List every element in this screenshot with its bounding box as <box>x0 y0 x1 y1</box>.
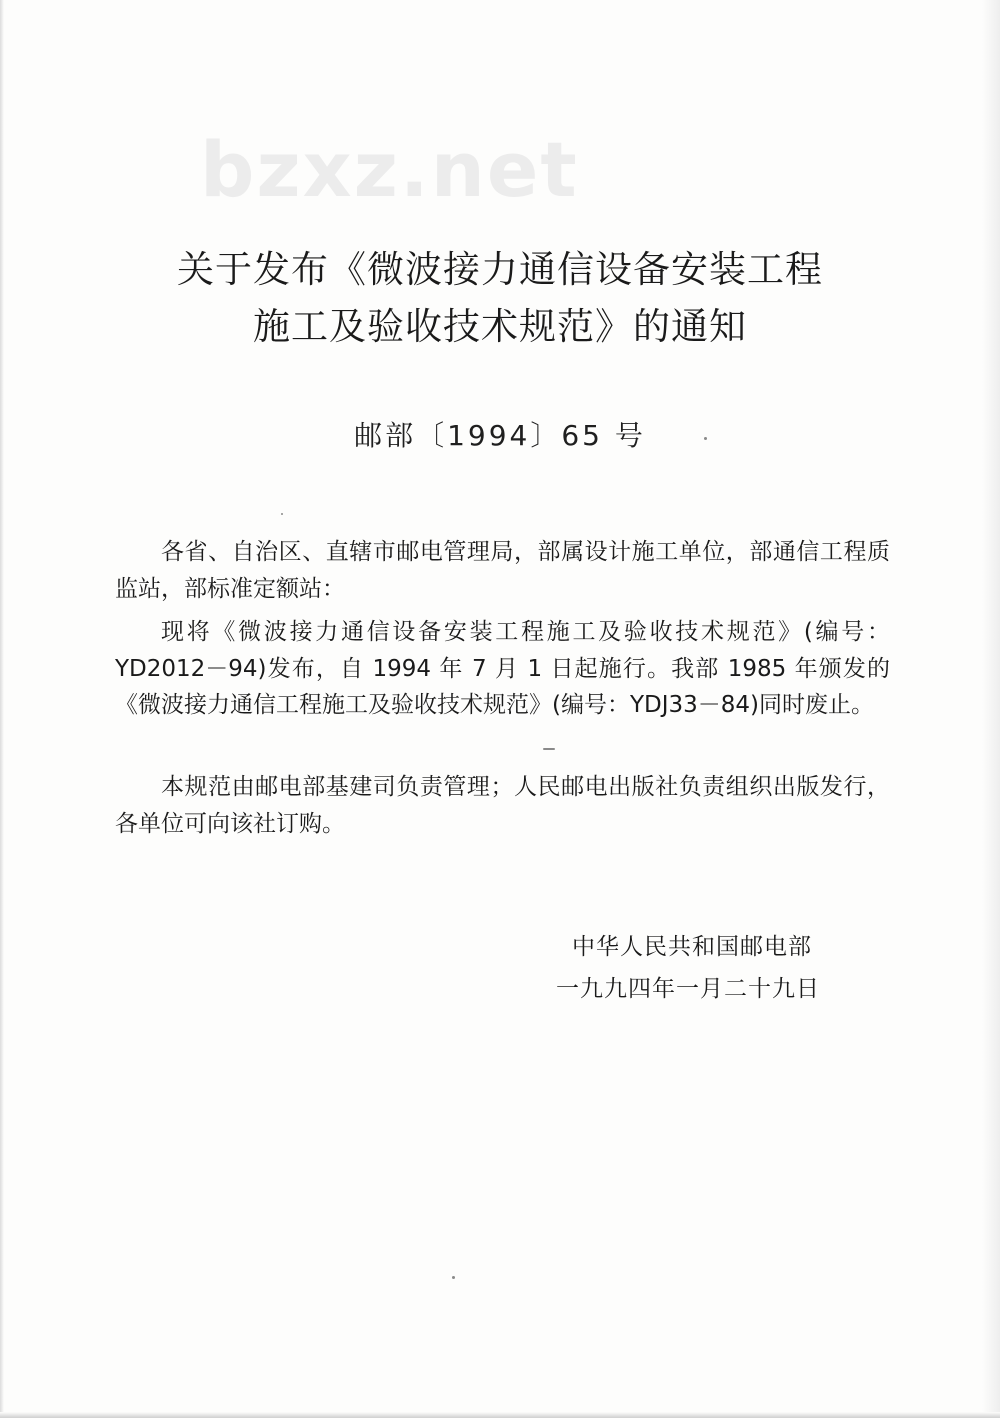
body-paragraph-2 <box>115 769 890 842</box>
document-title-line-1: 关于发布《微波接力通信设备安装工程 <box>177 248 823 291</box>
scan-speck <box>281 513 283 515</box>
scan-speck <box>543 748 555 750</box>
document-number: 邮部〔1994〕65 号 <box>354 419 646 452</box>
paragraph-text: 本规范由邮电部基建司负责管理；人民邮电出版社负责组织出版发行，各单位可向该社订购。 <box>115 774 890 837</box>
scan-speck <box>704 437 707 440</box>
watermark: bzxz.net <box>200 125 579 214</box>
page-edge-right <box>982 0 1000 1418</box>
page-edge-left <box>0 0 4 1418</box>
paragraph-text: 现将《微波接力通信设备安装工程施工及验收技术规范》(编号：YD2012－94)发布，自 1994 年 7 月 1 日起施行。我部 1985 年颁发的《微波接力通信工程施工及验收技术规范》(编号：YDJ33－84)同时废止。 <box>115 619 890 718</box>
addressee-text: 各省、自治区、直辖市邮电管理局，部属设计施工单位，部通信工程质监站，部标准定额站： <box>115 539 890 602</box>
body-paragraph-1 <box>115 614 890 724</box>
scan-speck <box>452 1276 455 1279</box>
addressee <box>115 534 890 607</box>
signature-organization: 中华人民共和国邮电部 <box>572 934 812 960</box>
signature-date: 一九九四年一月二十九日 <box>556 976 820 1002</box>
document-title-line-2: 施工及验收技术规范》的通知 <box>253 305 747 348</box>
page-edge-bottom <box>0 1412 1000 1418</box>
